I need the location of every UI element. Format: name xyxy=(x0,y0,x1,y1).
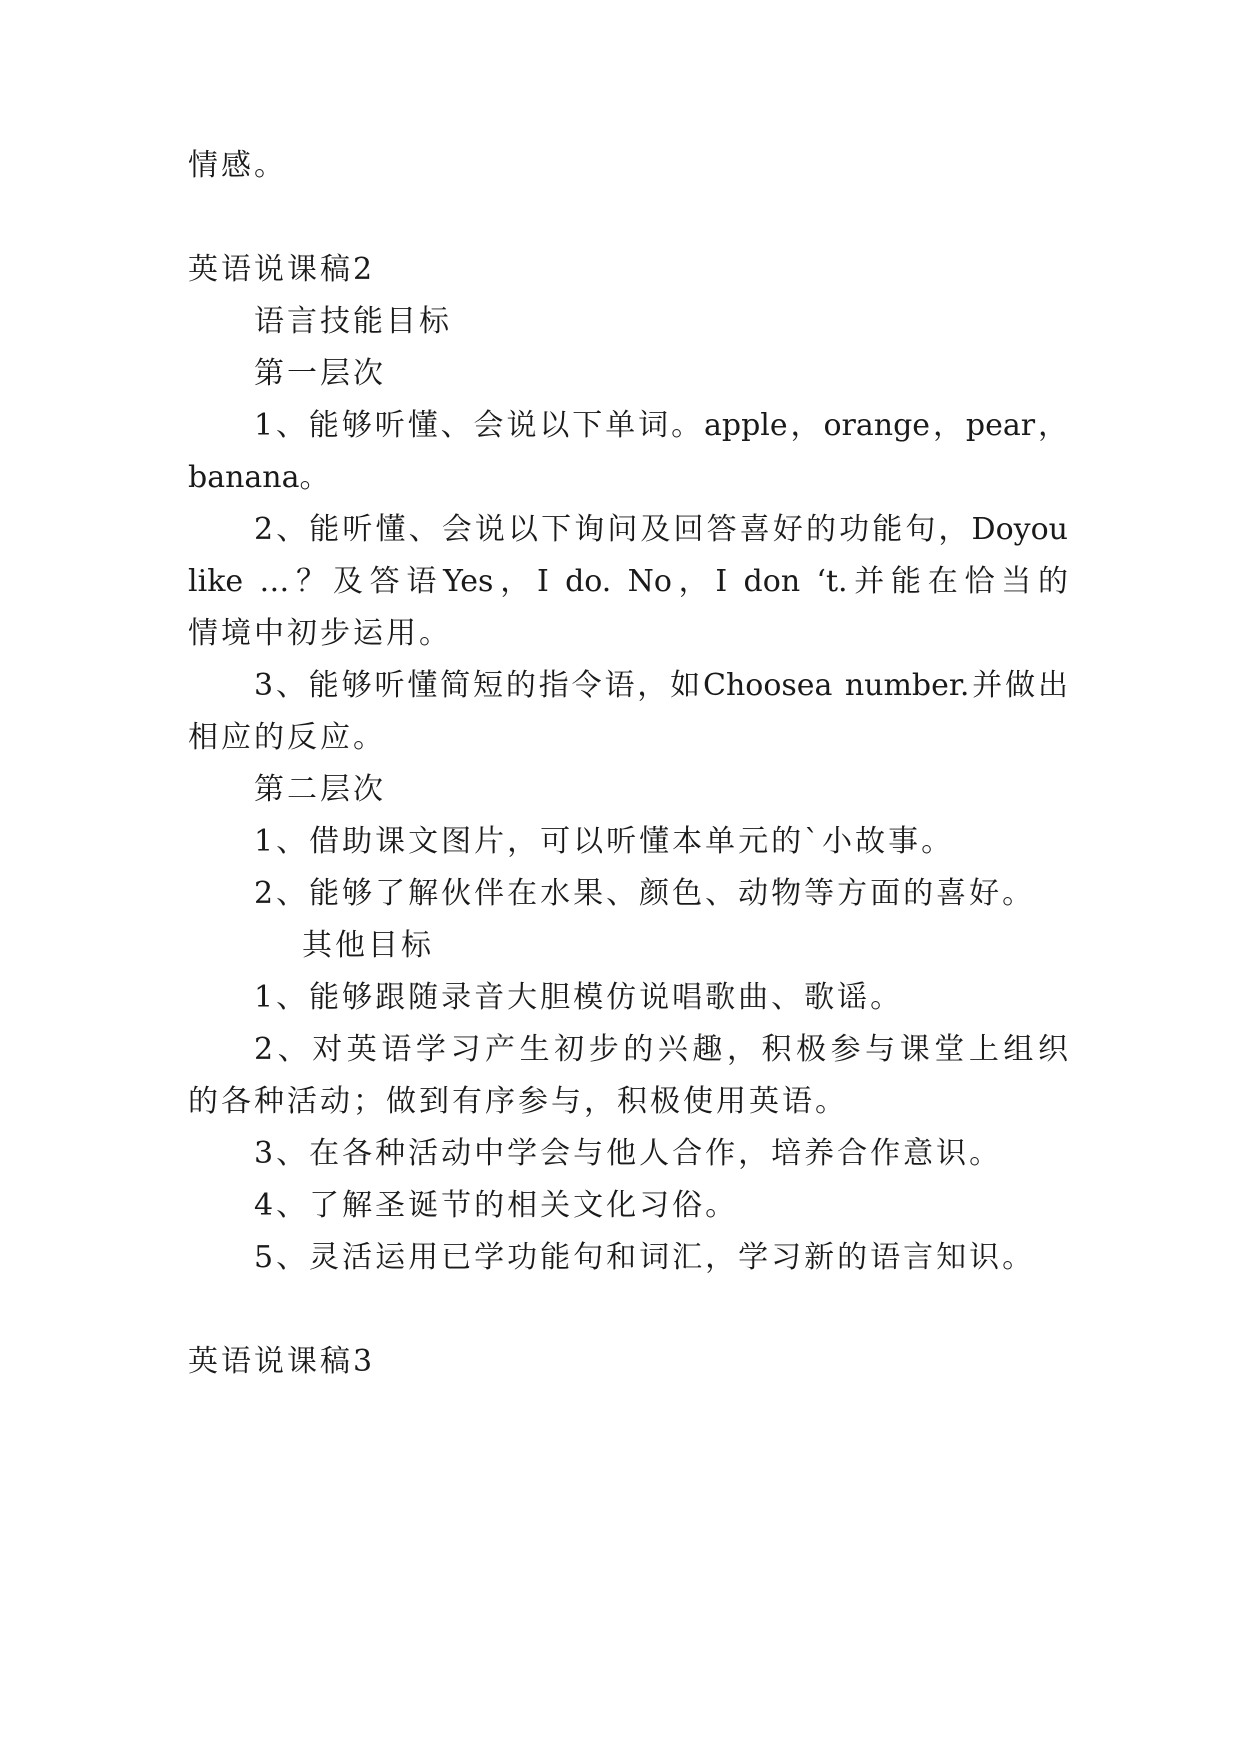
paragraph-line: 情境中初步运用。 xyxy=(188,616,452,651)
paragraph-line: 5、灵活运用已学功能句和词汇，学习新的语言知识。 xyxy=(254,1240,1036,1275)
paragraph-line: banana。 xyxy=(188,460,330,495)
paragraph-line: 1、能够听懂、会说以下单词。apple，orange，pear， xyxy=(254,408,1068,443)
paragraph-line: 情感。 xyxy=(188,148,287,183)
paragraph-line: 3、在各种活动中学会与他人合作，培养合作意识。 xyxy=(254,1136,1003,1171)
subheading: 其他目标 xyxy=(302,928,434,963)
paragraph-line: 2、能听懂、会说以下询问及回答喜好的功能句，Doyou xyxy=(254,512,1068,547)
paragraph-line: 4、了解圣诞节的相关文化习俗。 xyxy=(254,1188,739,1223)
section-heading: 英语说课稿3 xyxy=(188,1344,376,1379)
paragraph-line: 2、能够了解伙伴在水果、颜色、动物等方面的喜好。 xyxy=(254,876,1036,911)
subheading: 第一层次 xyxy=(254,356,386,391)
paragraph-line: 1、借助课文图片，可以听懂本单元的`小故事。 xyxy=(254,824,955,859)
section-heading: 英语说课稿2 xyxy=(188,252,376,287)
paragraph-line: 1、能够跟随录音大胆模仿说唱歌曲、歌谣。 xyxy=(254,980,904,1015)
subheading: 语言技能目标 xyxy=(254,304,452,339)
paragraph-line: like …？及答语Yes，I do. No，I don ‘t.并能在恰当的 xyxy=(188,564,1068,599)
paragraph-line: 相应的反应。 xyxy=(188,720,386,755)
subheading: 第二层次 xyxy=(254,772,386,807)
paragraph-line: 的各种活动；做到有序参与，积极使用英语。 xyxy=(188,1084,848,1119)
paragraph-line: 3、能够听懂简短的指令语，如Choosea number.并做出 xyxy=(254,668,1068,703)
paragraph-line: 2、对英语学习产生初步的兴趣，积极参与课堂上组织 xyxy=(254,1032,1068,1067)
